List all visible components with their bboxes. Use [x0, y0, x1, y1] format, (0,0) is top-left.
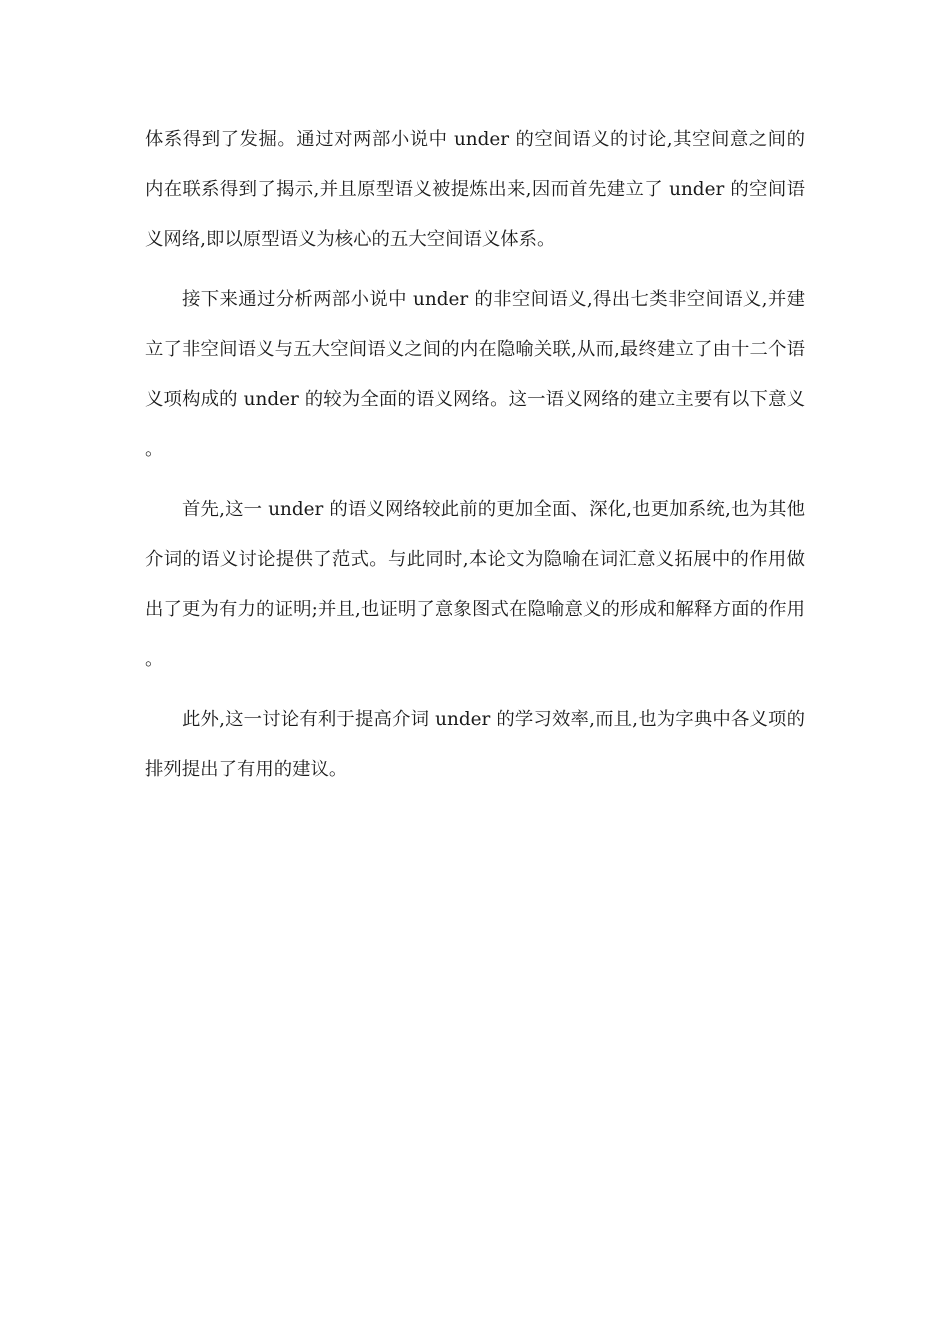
- paragraph-non-spatial-semantics: 接下来通过分析两部小说中 under 的非空间语义,得出七类非空间语义,并建立了非空间语义与五大空间语义之间的内在隐喻关联,从而,最终建立了由十二个语义项构成的 under 的较为全面的语义网络。这一语义网络的建立主要有以下意义。: [145, 289, 805, 460]
- document-body: [145, 115, 805, 805]
- paragraph-significance-additional: 此外,这一讨论有利于提高介词 under 的学习效率,而且,也为字典中各义项的排列提出了有用的建议。: [145, 709, 805, 780]
- paragraph-significance-first: 首先,这一 under 的语义网络较此前的更加全面、深化,也更加系统,也为其他介词的语义讨论提供了范式。与此同时,本论文为隐喻在词汇意义拓展中的作用做出了更为有力的证明;并且,也证明了意象图式在隐喻意义的形成和解释方面的作用。: [145, 499, 805, 670]
- paragraph-continuation: 体系得到了发掘。通过对两部小说中 under 的空间语义的讨论,其空间意之间的内在联系得到了揭示,并且原型语义被提炼出来,因而首先建立了 under 的空间语义网络,即以原型语义为核心的五大空间语义体系。: [145, 129, 805, 250]
